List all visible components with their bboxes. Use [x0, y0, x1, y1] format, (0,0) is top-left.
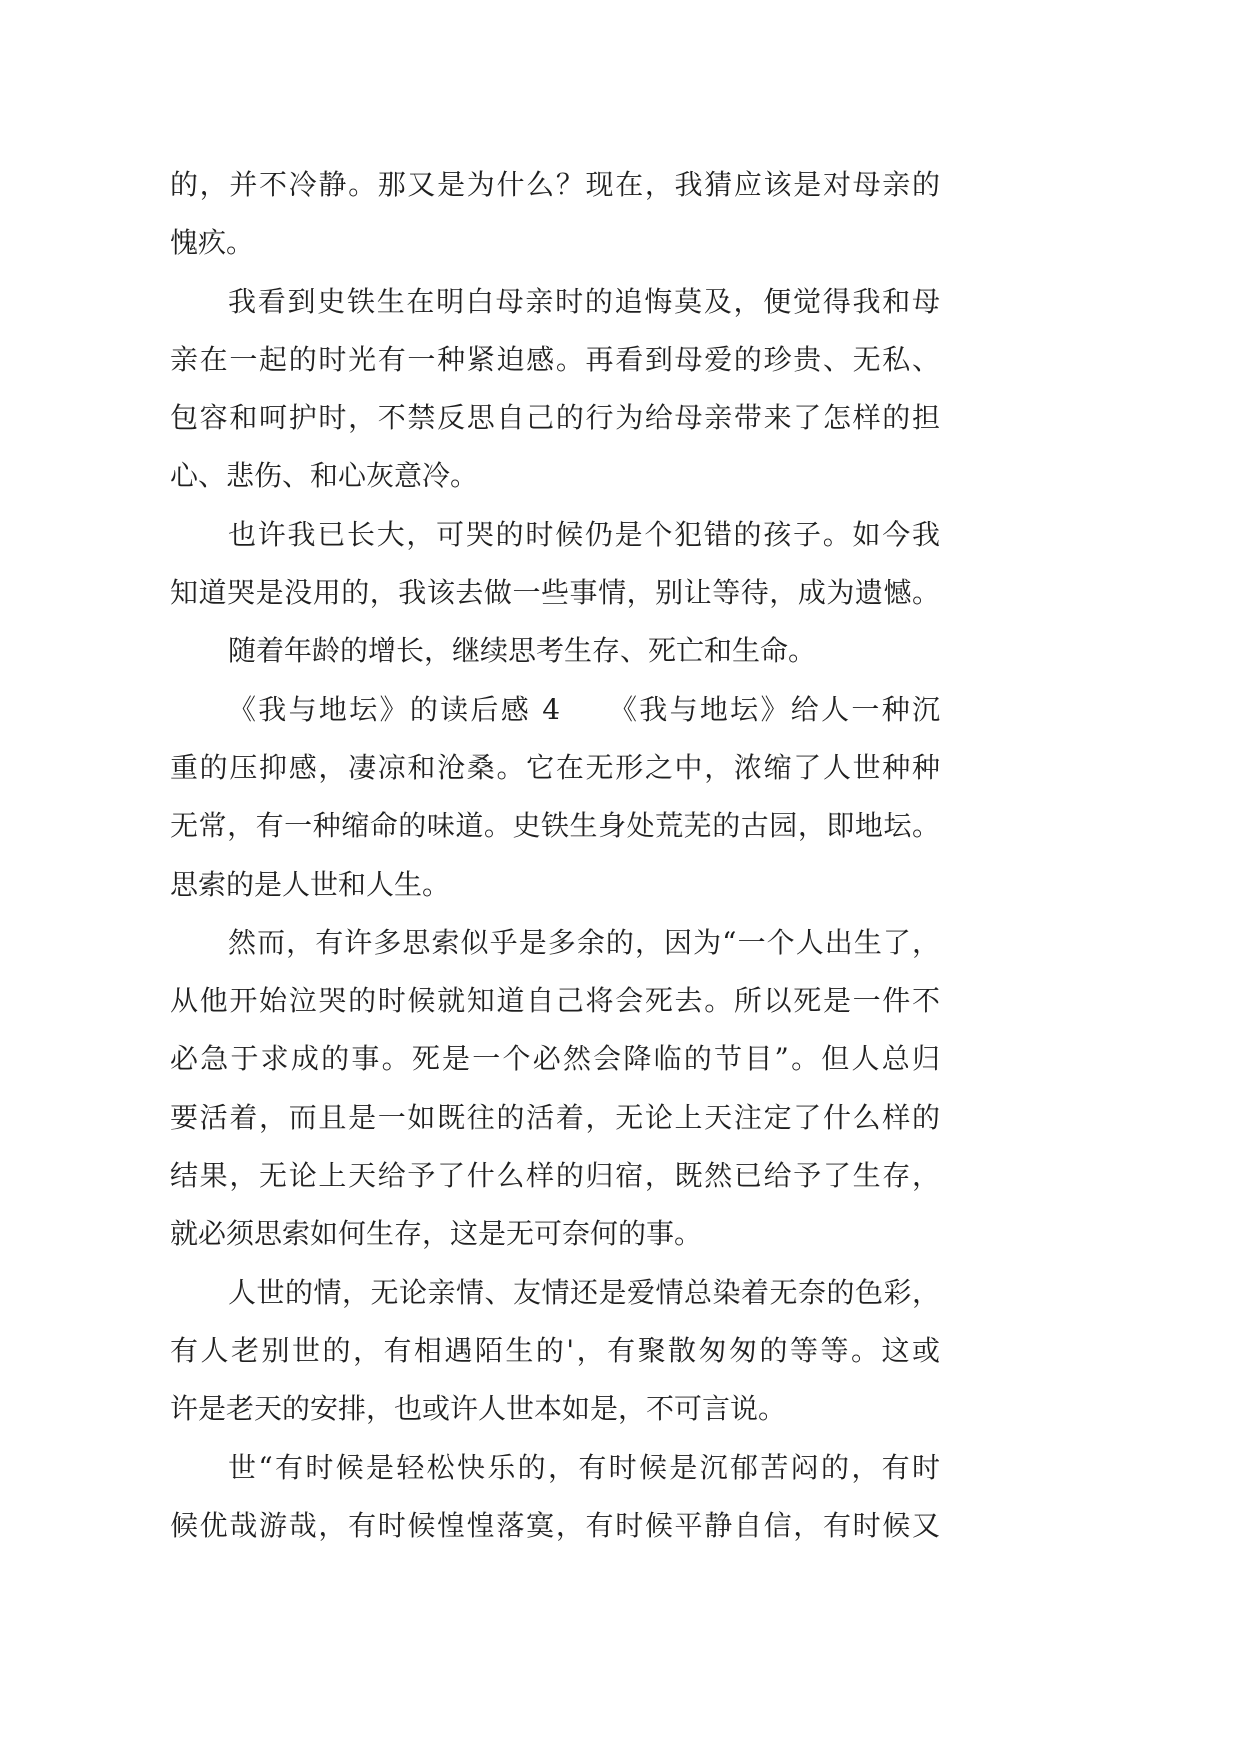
text-line: 心、悲伤、和心灰意冷。: [170, 459, 479, 493]
text-line: 愧疚。: [170, 226, 255, 260]
text-line: 结果，无论上天给予了什么样的归宿，既然已给予了生存，: [170, 1159, 940, 1193]
text-line: 的，并不冷静。那又是为什么？现在，我猜应该是对母亲的: [170, 168, 940, 201]
paragraph-first-line: 也许我已长大，可哭的时候仍是个犯错的孩子。如今我: [228, 517, 940, 551]
text-line: 知道哭是没用的，我该去做一些事情，别让等待，成为遗憾。: [170, 576, 940, 610]
paragraph-first-line: 我看到史铁生在明白母亲时的追悔莫及，便觉得我和母: [228, 284, 940, 318]
text-line: 包容和呵护时，不禁反思自己的行为给母亲带来了怎样的担: [170, 401, 940, 435]
text-line: 重的压抑感，凄凉和沧桑。它在无形之中，浓缩了人世种种: [170, 750, 940, 784]
paragraph-first-line: 然而，有许多思索似乎是多余的，因为“一个人出生了，: [228, 925, 940, 959]
section-heading-line: 《我与地坛》的读后感 4 《我与地坛》给人一种沉: [228, 692, 940, 726]
text-line: 候优哉游哉，有时候惶惶落寞，有时候平静自信，有时候又: [170, 1508, 940, 1542]
paragraph-first-line: 世“有时候是轻松快乐的，有时候是沉郁苦闷的，有时: [228, 1450, 940, 1484]
paragraph-first-line: 随着年龄的增长，继续思考生存、死亡和生命。: [228, 634, 817, 668]
text-line: 要活着，而且是一如既往的活着，无论上天注定了什么样的: [170, 1100, 940, 1134]
body-text: [170, 156, 940, 1555]
text-line: 无常，有一种缩命的味道。史铁生身处荒芜的古园，即地坛。: [170, 809, 940, 843]
text-line: 亲在一起的时光有一种紧迫感。再看到母爱的珍贵、无私、: [170, 342, 940, 376]
text-line: 许是老天的安排，也或许人世本如是，不可言说。: [170, 1392, 787, 1426]
text-line: 从他开始泣哭的时候就知道自己将会死去。所以死是一件不: [170, 984, 940, 1018]
text-line: 思索的是人世和人生。: [170, 867, 451, 901]
text-line: 就必须思索如何生存，这是无可奈何的事。: [170, 1217, 703, 1251]
paragraph-first-line: 人世的情，无论亲情、友情还是爱情总染着无奈的色彩，: [228, 1275, 940, 1309]
text-line: 必急于求成的事。死是一个必然会降临的节目”。但人总归: [170, 1042, 940, 1076]
text-line: 有人老别世的，有相遇陌生的'，有聚散匆匆的等等。这或: [170, 1333, 940, 1367]
